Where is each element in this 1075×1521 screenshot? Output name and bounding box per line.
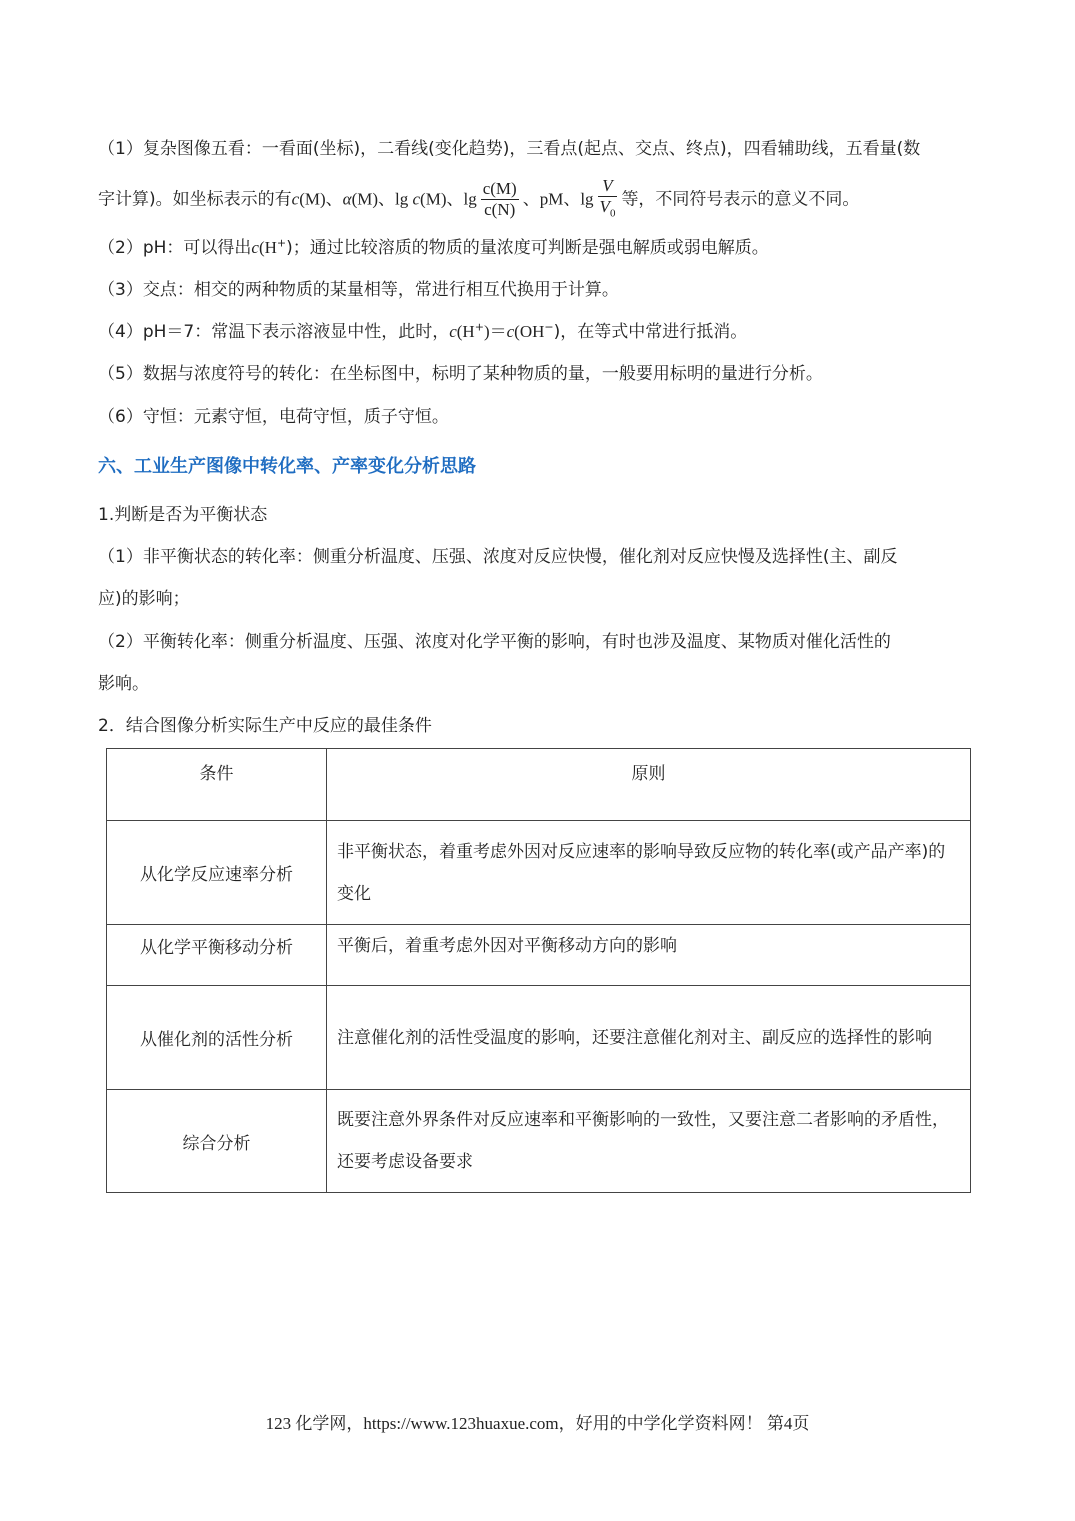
- subheading-2: 2．结合图像分析实际生产中反应的最佳条件: [98, 716, 432, 736]
- table-cell-principle: 平衡后，着重考虑外因对平衡移动方向的影响: [327, 925, 971, 986]
- fraction-denominator: V: [599, 197, 610, 216]
- symbol-text: (OH: [514, 322, 545, 341]
- symbol-text: (M)、lg: [351, 189, 413, 209]
- intro-item-2: [98, 237, 769, 259]
- intro-text: )，在等式中常进行抵消。: [553, 322, 748, 342]
- fraction-numerator: c(M): [482, 179, 517, 199]
- superscript: −: [544, 320, 554, 334]
- paragraph-2-line-2: 影响。: [98, 674, 149, 694]
- superscript: +: [276, 236, 287, 250]
- table-cell-condition: 从催化剂的活性分析: [107, 986, 327, 1090]
- intro-text: )；通过比较溶质的物质的量浓度可判断是强电解质或弱电解质。: [286, 238, 769, 258]
- symbol-text: 、pM、lg: [522, 189, 594, 209]
- subheading-1: 1.判断是否为平衡状态: [98, 505, 268, 525]
- intro-text: （4）pH＝7：常温下表示溶液显中性，此时，: [98, 322, 450, 342]
- fraction-v-v0: [598, 176, 618, 223]
- intro-text: （2）pH：可以得出: [98, 238, 252, 258]
- paragraph-2-line-1: （2）平衡转化率：侧重分析温度、压强、浓度对化学平衡的影响，有时也涉及温度、某物质对催化活性的: [98, 632, 891, 652]
- table-row: [107, 925, 971, 986]
- superscript: +: [474, 320, 484, 334]
- conditions-table: [106, 748, 971, 1193]
- table-header-principle: 原则: [327, 749, 971, 821]
- table-cell-condition: 从化学平衡移动分析: [107, 925, 327, 986]
- symbol-text: (H: [456, 322, 475, 341]
- table-header-row: [107, 749, 971, 821]
- fraction-numerator: V: [598, 176, 618, 197]
- table-row: [107, 821, 971, 925]
- table-header-condition: 条件: [107, 749, 327, 821]
- section-heading: 六、工业生产图像中转化率、产率变化分析思路: [98, 456, 476, 477]
- intro-item-4: [98, 321, 747, 343]
- symbol-text: (M)、: [299, 189, 343, 209]
- page-footer: 123 化学网，https://www.123huaxue.com，好用的中学化学资料网！ 第4页: [265, 1414, 810, 1433]
- symbol-text: )＝: [483, 322, 507, 341]
- symbol-text: (M)、lg: [420, 189, 477, 209]
- symbol-c: c: [412, 189, 421, 209]
- symbol-c: c: [449, 322, 457, 341]
- symbol-alpha: α: [342, 189, 352, 209]
- intro-text: 等，不同符号表示的意义不同。: [621, 189, 860, 210]
- fraction-cm-cn: [481, 179, 519, 220]
- fraction-denominator: c(N): [484, 200, 516, 220]
- symbol-text: (H: [258, 238, 277, 257]
- table-row: [107, 986, 971, 1090]
- paragraph-1-line-1: （1）非平衡状态的转化率：侧重分析温度、压强、浓度对反应快慢，催化剂对反应快慢及选择性(主、副反: [98, 547, 898, 567]
- symbol-c: c: [506, 322, 515, 341]
- intro-item-5: （5）数据与浓度符号的转化：在坐标图中，标明了某种物质的量，一般要用标明的量进行分析。: [98, 364, 823, 384]
- symbol-c: c: [251, 238, 259, 257]
- intro-item-6: （6）守恒：元素守恒，电荷守恒，质子守恒。: [98, 407, 449, 427]
- intro-item-3: （3）交点：相交的两种物质的某量相等，常进行相互代换用于计算。: [98, 280, 619, 300]
- fraction-subscript: 0: [609, 207, 616, 220]
- table-cell-principle: 注意催化剂的活性受温度的影响，还要注意催化剂对主、副反应的选择性的影响: [327, 986, 971, 1090]
- table-cell-principle: 非平衡状态，着重考虑外因对反应速率的影响导致反应物的转化率(或产品产率)的变化: [327, 821, 971, 925]
- table-row: [107, 1090, 971, 1193]
- table-cell-condition: 从化学反应速率分析: [107, 821, 327, 925]
- symbol-c: c: [291, 189, 300, 209]
- table-cell-condition: 综合分析: [107, 1090, 327, 1193]
- paragraph-1-line-2: 应)的影响；: [98, 589, 190, 609]
- intro-item-1-line-2: [98, 176, 859, 223]
- table-cell-principle: 既要注意外界条件对反应速率和平衡影响的一致性，又要注意二者影响的矛盾性，还要考虑设备要求: [327, 1090, 971, 1193]
- intro-text: 字计算)。如坐标表示的有: [98, 189, 292, 210]
- intro-item-1-line-1: （1）复杂图像五看：一看面(坐标)，二看线(变化趋势)，三看点(起点、交点、终点)，四看辅助线，五看量(数: [98, 139, 921, 159]
